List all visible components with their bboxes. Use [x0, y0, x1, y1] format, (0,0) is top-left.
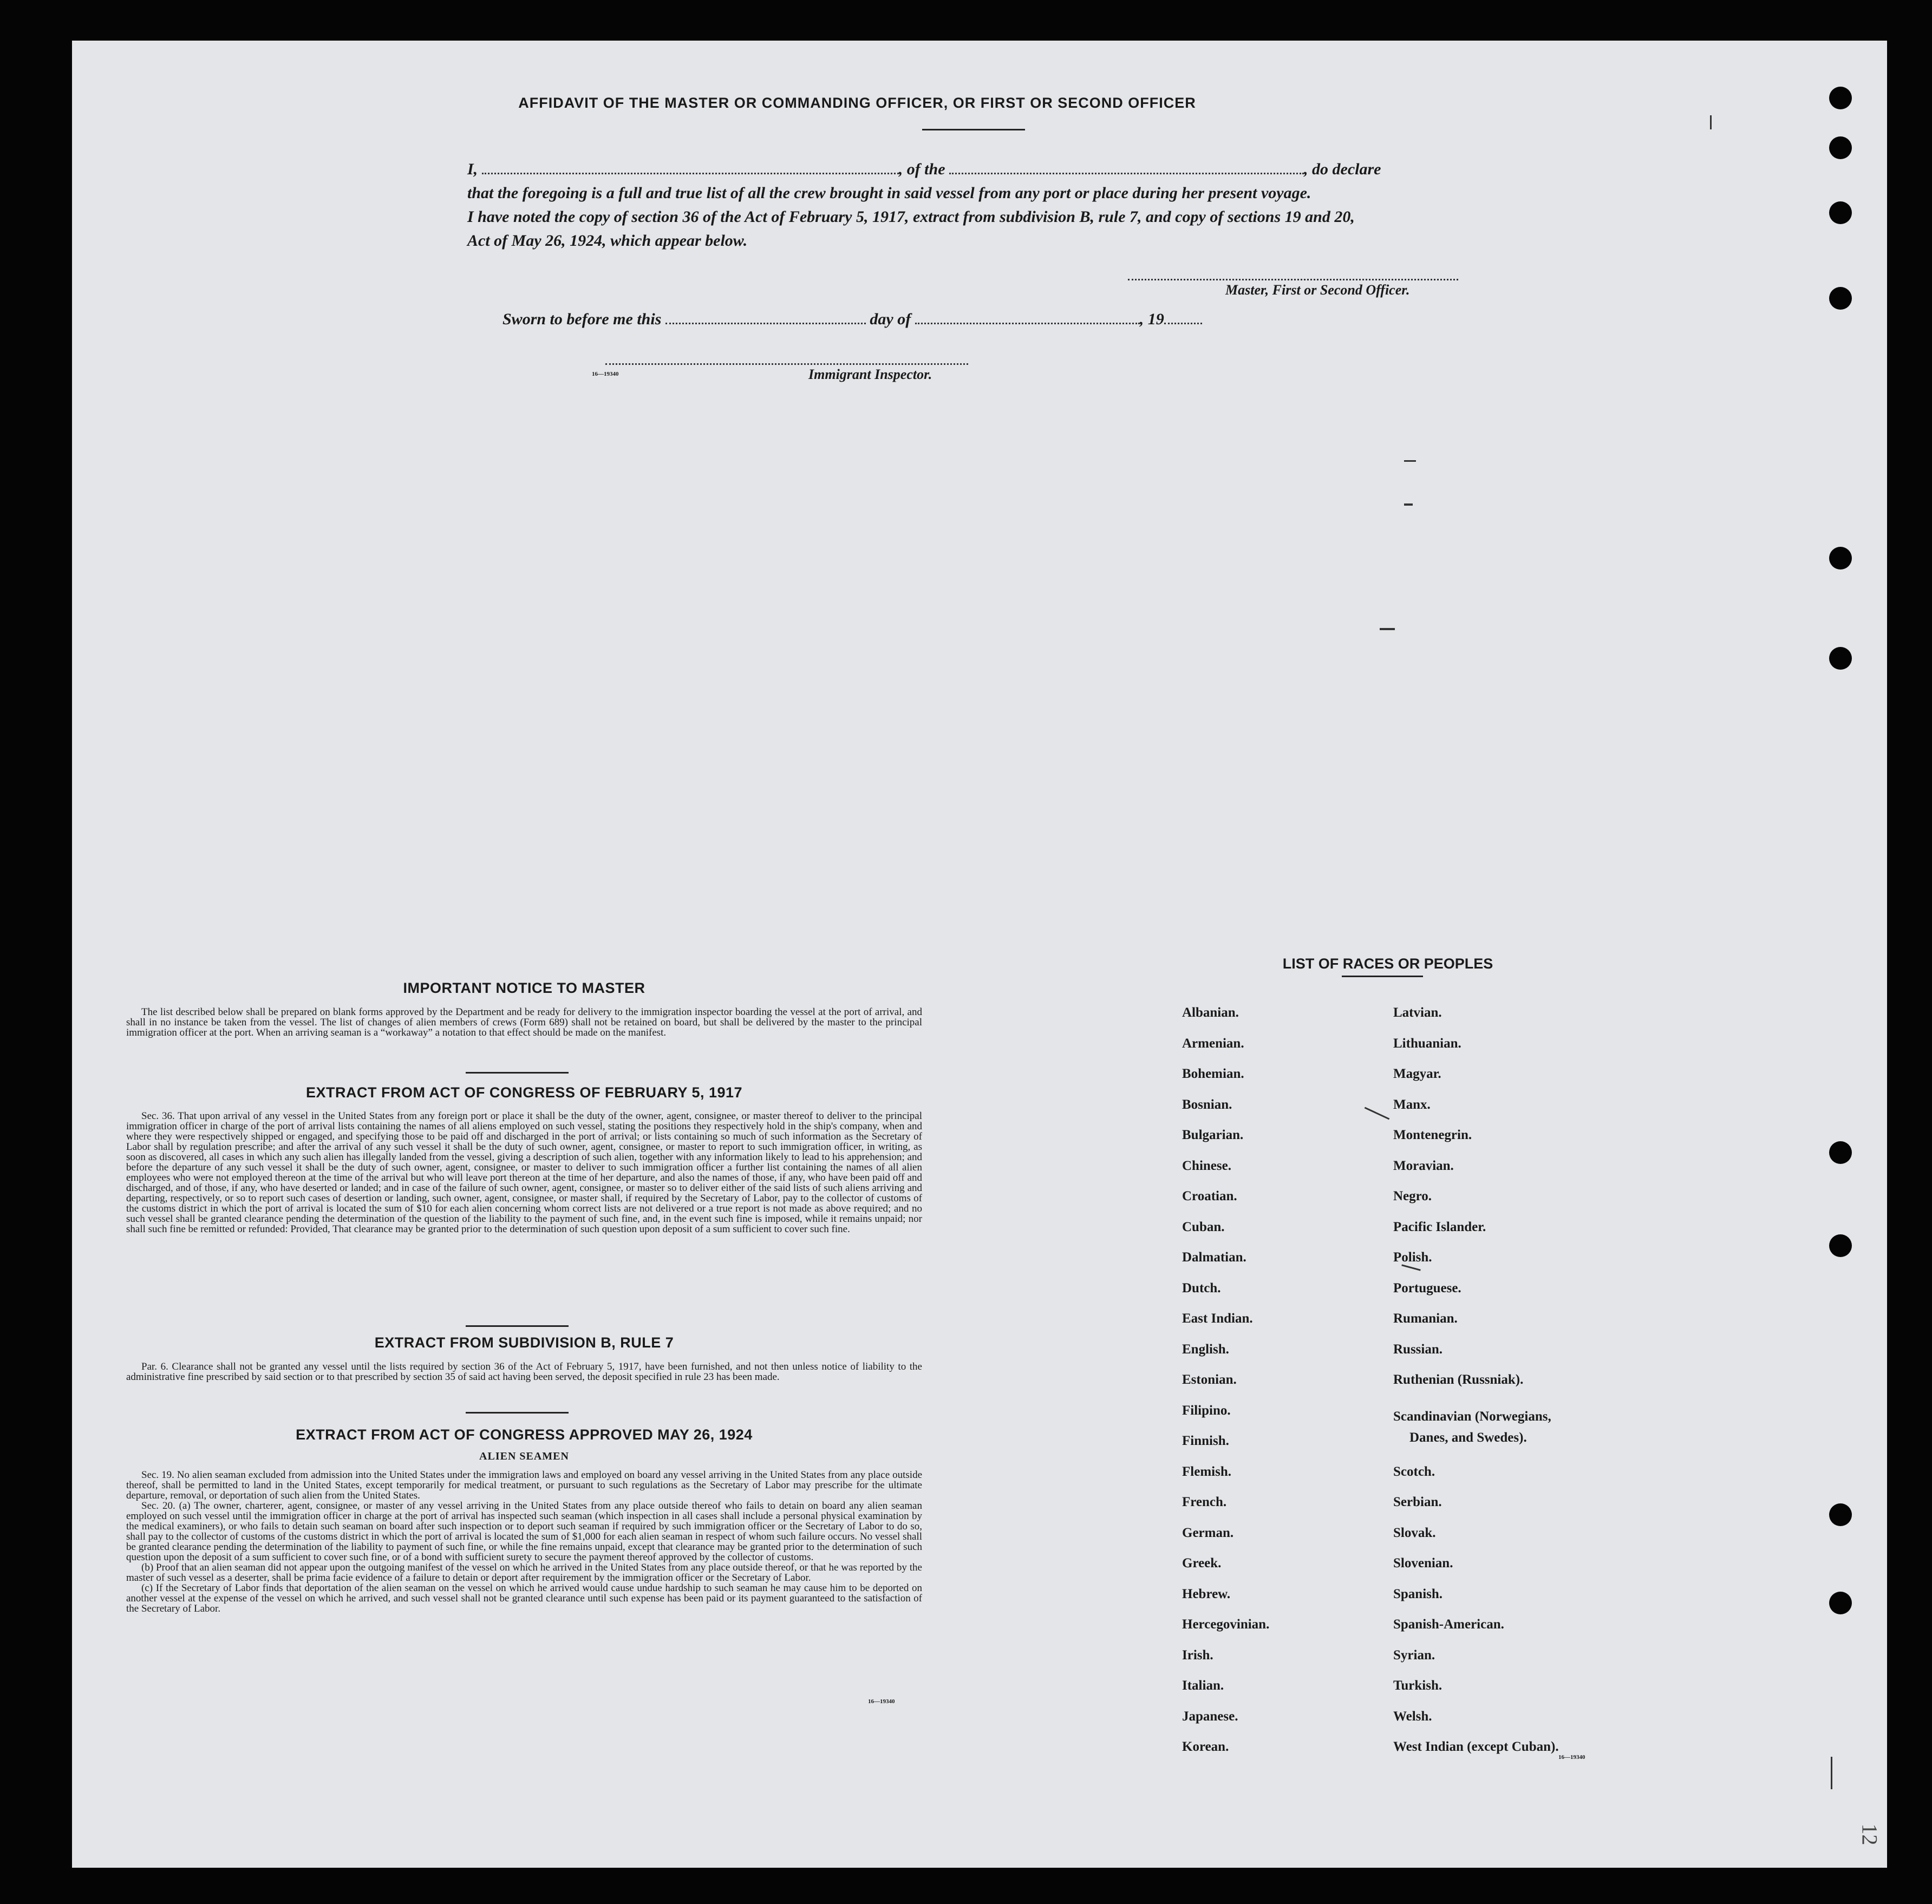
binder-hole — [1829, 647, 1852, 670]
margin-handwriting: 12 — [1857, 1823, 1882, 1846]
race-item: Cuban. — [1182, 1219, 1225, 1234]
binder-hole — [1829, 136, 1852, 159]
extract-1917-title: EXTRACT FROM ACT OF CONGRESS OF FEBRUARY 5, 1917 — [305, 1084, 743, 1101]
race-item: Albanian. — [1182, 1005, 1239, 1020]
race-item: Portuguese. — [1393, 1280, 1461, 1295]
extract-1917-body — [126, 1111, 922, 1234]
race-item: Moravian. — [1393, 1158, 1454, 1173]
section-36-paragraph: Sec. 36. That upon arrival of any vessel in the United States from any foreign port or place it shall be the duty of the owner, agent, consignee, or master thereof to deliver to the principal immigration officer in charge of the port of arrival lists containing the names of all aliens employed on such vessel, stating the positions they respectively hold in the ship's company, when and where they were respectively shipped or engaged, and specifying those to be paid off and discharged in the port of arrival; or lists containing so much of such information as the Secretary of Labor shall by regulation prescribe; and after the arrival of any such vessel it shall be the duty of such owner, agent, consignee, or master to report to such immigration officer, in writing, as soon as discovered, all cases in which any such alien has illegally landed from the vessel, giving a description of such alien, together with any information likely to lead to his apprehension; and before the departure of any such vessel it shall be the duty of such owner, agent, consignee, or master to deliver to such immigration officer a further list containing the names of all alien employees who were not employed thereon at the time of the arrival but who will leave port thereon at the time of her departure, and also the names of those, if any, who have been paid off and discharged, and of those, if any, who have deserted or landed; and in case of the failure of such owner, agent, consignee, or master so to deliver either of the said lists of such aliens arriving and departing, respectively, or so to report such cases of desertion or landing, such owner, agent, consignee, or master shall, if required by the Secretary of Labor, pay to the collector of customs of the customs district in which the port of arrival is located the sum of $10 for each alien concerning whom correct lists are not delivered or a true report is not made as above required; and no such vessel shall be granted clearance pending the determination of the question of the liability to the payment of such fine, and, in the event such fine is imposed, while it remains unpaid; nor shall such fine be remitted or refunded: Provided, That clearance may be granted prior to the determination of such question upon deposit of a sum sufficient to cover such fine. — [126, 1110, 922, 1235]
binder-hole — [1829, 87, 1852, 109]
scan-speck — [1404, 460, 1416, 462]
race-item: Hebrew. — [1182, 1586, 1231, 1601]
sworn-year-blank[interactable] — [1164, 309, 1202, 324]
race-item: Irish. — [1182, 1647, 1213, 1663]
race-item: Flemish. — [1182, 1464, 1231, 1479]
race-item: Montenegrin. — [1393, 1128, 1472, 1142]
declaration-of-the: , of the — [898, 160, 945, 178]
race-item: Syrian. — [1393, 1647, 1435, 1663]
binder-hole — [1829, 201, 1852, 224]
name-blank[interactable] — [482, 159, 899, 174]
race-item: Armenian. — [1182, 1036, 1244, 1051]
race-item: Ruthenian (Russniak). — [1393, 1372, 1524, 1387]
affidavit-title: AFFIDAVIT OF THE MASTER OR COMMANDING OFFICER, OR FIRST OR SECOND OFFICER — [518, 95, 1196, 111]
form-number: 16—19340 — [592, 371, 619, 377]
race-item: Russian. — [1393, 1342, 1443, 1357]
section-20b-paragraph: (b) Proof that an alien seaman did not appear upon the outgoing manifest of the vessel on which he arrived in the United States from any place outside thereof, or that he was reported by the master of such vessel as a deserter, shall be prima facie evidence of a failure to detain or deport after requirement by the immigration officer or the Secretary of Labor. — [126, 1562, 922, 1584]
race-item: Slovak. — [1393, 1525, 1436, 1540]
race-item: Negro. — [1393, 1189, 1432, 1203]
race-item: Hercegovinian. — [1182, 1617, 1270, 1632]
sworn-text: Sworn to before me this — [502, 310, 662, 328]
extract-1924-title: EXTRACT FROM ACT OF CONGRESS APPROVED MAY 26, 1924 — [296, 1427, 753, 1443]
races-title: LIST OF RACES OR PEOPLES — [1282, 956, 1493, 972]
race-item: Bohemian. — [1182, 1066, 1244, 1081]
race-item: Filipino. — [1182, 1403, 1231, 1418]
form-number: 16—19340 — [1558, 1754, 1585, 1761]
binder-hole — [1829, 547, 1852, 570]
declaration-line-3: I have noted the copy of section 36 of the Act of February 5, 1917, extract from subdivision B, rule 7, and copy of sections 19 and 20, — [467, 208, 1355, 226]
races-title-divider — [1342, 976, 1423, 977]
race-item: Greek. — [1182, 1556, 1222, 1571]
inspector-signature-line[interactable] — [605, 363, 968, 365]
race-item: Lithuanian. — [1393, 1036, 1461, 1051]
scan-speck — [1710, 115, 1712, 129]
race-item: Spanish-American. — [1393, 1617, 1504, 1632]
race-item: Latvian. — [1393, 1005, 1442, 1020]
section-divider — [466, 1325, 569, 1327]
vessel-blank[interactable] — [949, 159, 1304, 174]
binder-hole — [1829, 287, 1852, 310]
master-signature-label: Master, First or Second Officer. — [1225, 282, 1410, 298]
sworn-day-of: day of — [870, 310, 911, 328]
binder-hole — [1829, 1592, 1852, 1614]
declaration-line-2: that the foregoing is a full and true list of all the crew brought in said vessel from any port or place during her present voyage. — [467, 184, 1311, 202]
race-item: Finnish. — [1182, 1434, 1229, 1448]
race-item: Magyar. — [1393, 1066, 1441, 1081]
race-item: West Indian (except Cuban). — [1393, 1739, 1559, 1754]
scan-speck — [1380, 628, 1395, 630]
race-item: Rumanian. — [1393, 1311, 1458, 1326]
scan-speck — [1401, 1264, 1421, 1271]
form-number: 16—19340 — [868, 1698, 895, 1705]
section-19-paragraph: Sec. 19. No alien seaman excluded from admission into the United States under the immigration laws and employed on board any vessel arriving in the United States from any place outside thereof, shall be permitted to land in the United States, except temporarily for medical treatment, or pursuant to such regulations as the Secretary of Labor may prescribe for the ultimate departure, removal, or deportation of such alien from the United States. — [126, 1469, 922, 1501]
section-divider — [466, 1412, 569, 1414]
race-item: Bulgarian. — [1182, 1128, 1244, 1142]
race-item: English. — [1182, 1342, 1229, 1357]
race-item: Italian. — [1182, 1678, 1224, 1693]
race-item: Danes, and Swedes). — [1409, 1430, 1527, 1445]
binder-hole — [1829, 1503, 1852, 1526]
scan-speck — [1365, 1107, 1390, 1120]
race-item: Japanese. — [1182, 1709, 1238, 1724]
race-item: French. — [1182, 1495, 1227, 1509]
race-item: Slovenian. — [1393, 1556, 1453, 1571]
race-item: Serbian. — [1393, 1495, 1442, 1509]
notice-title: IMPORTANT NOTICE TO MASTER — [403, 980, 645, 996]
race-item: East Indian. — [1182, 1311, 1253, 1326]
race-item: German. — [1182, 1525, 1234, 1540]
declaration-line-4: Act of May 26, 1924, which appear below. — [467, 232, 748, 250]
race-item: Manx. — [1393, 1097, 1431, 1112]
alien-seamen-subtitle: ALIEN SEAMEN — [479, 1450, 569, 1462]
race-item: Bosnian. — [1182, 1097, 1232, 1112]
race-item: Pacific Islander. — [1393, 1219, 1486, 1234]
subdivision-title: EXTRACT FROM SUBDIVISION B, RULE 7 — [374, 1334, 674, 1351]
extract-1924-body — [126, 1470, 922, 1614]
scan-speck — [1404, 503, 1413, 506]
section-20a-paragraph: Sec. 20. (a) The owner, charterer, agent, consignee, or master of any vessel arriving in the United States from any place outside thereof who fails to detain on board any alien seaman employed on such vessel until the immigration officer in charge at the port of arrival has inspected such seaman (which inspection in all cases shall include a personal physical examination by the medical examiners), or who fails to detain such seaman on board after such inspection or to deport such seaman if required by such immigration officer or the Secretary of Labor to do so, shall pay to the collector of customs of the customs district in which the port of arrival is located the sum of $1,000 for each alien seaman in respect of whom such failure occurs. No vessel shall be granted clearance pending the determination of the liability to payment of such fine, or while the fine remains unpaid, except that clearance may be granted prior to the determination of such question upon the deposit of a sum sufficient to cover such fine, or of a bond with sufficient surety to secure the payment thereof approved by the collector of customs. — [126, 1500, 922, 1563]
race-item: Chinese. — [1182, 1158, 1231, 1173]
notice-paragraph: The list described below shall be prepared on blank forms approved by the Department and be ready for delivery to the immigration inspector boarding the vessel at the port of arrival, and shall in no instance be taken from the vessel. The list of changes of alien members of crews (Form 689) shall not be retained on board, but shall be delivered by the master to the principal immigration officer at the port. When an arriving seaman is a “workaway” a notation to that effect should be made on the manifest. — [126, 1006, 922, 1038]
declaration-do-declare: , do declare — [1304, 160, 1381, 178]
race-item: Polish. — [1393, 1250, 1432, 1265]
paragraph-6: Par. 6. Clearance shall not be granted any vessel until the lists required by section 36 of the Act of February 5, 1917, have been furnished, and not then unless notice of liability to the administrative fine prescribed by said section or to that prescribed by section 35 of said act having been served, the deposit specified in rule 23 has been made. — [126, 1361, 922, 1383]
binder-hole — [1829, 1141, 1852, 1164]
race-item: Estonian. — [1182, 1372, 1237, 1387]
sworn-month-blank[interactable] — [915, 309, 1140, 324]
affidavit-declaration — [467, 158, 1539, 253]
race-item: Croatian. — [1182, 1189, 1237, 1203]
race-item: Spanish. — [1393, 1586, 1443, 1601]
title-divider — [922, 129, 1025, 130]
race-item: Dutch. — [1182, 1280, 1221, 1295]
inspector-signature-label: Immigrant Inspector. — [808, 367, 932, 382]
sworn-statement — [502, 309, 1202, 329]
race-item: Scandinavian (Norwegians, — [1393, 1409, 1551, 1424]
race-item: Turkish. — [1393, 1678, 1443, 1693]
notice-body — [126, 1007, 922, 1038]
section-divider — [466, 1072, 569, 1074]
race-item: Scotch. — [1393, 1464, 1435, 1479]
document-page — [72, 41, 1887, 1868]
race-item: Dalmatian. — [1182, 1250, 1246, 1265]
declaration-i: I, — [467, 160, 478, 178]
scan-speck — [1831, 1757, 1832, 1789]
sworn-year-prefix: , 19 — [1139, 310, 1164, 328]
subdivision-body — [126, 1362, 922, 1382]
section-20c-paragraph: (c) If the Secretary of Labor finds that deportation of the alien seaman on the vessel on which he arrived would cause undue hardship to such seaman he may cause him to be deported on another vessel at the expense of the vessel on which he arrived, and such vessel shall not be granted clearance until such expense has been paid or its payment guaranteed to the satisfaction of the Secretary of Labor. — [126, 1582, 922, 1614]
race-item: Welsh. — [1393, 1709, 1432, 1724]
sworn-day-blank[interactable] — [665, 309, 866, 324]
binder-hole — [1829, 1234, 1852, 1257]
race-item: Korean. — [1182, 1739, 1229, 1754]
master-signature-line[interactable] — [1128, 279, 1458, 280]
